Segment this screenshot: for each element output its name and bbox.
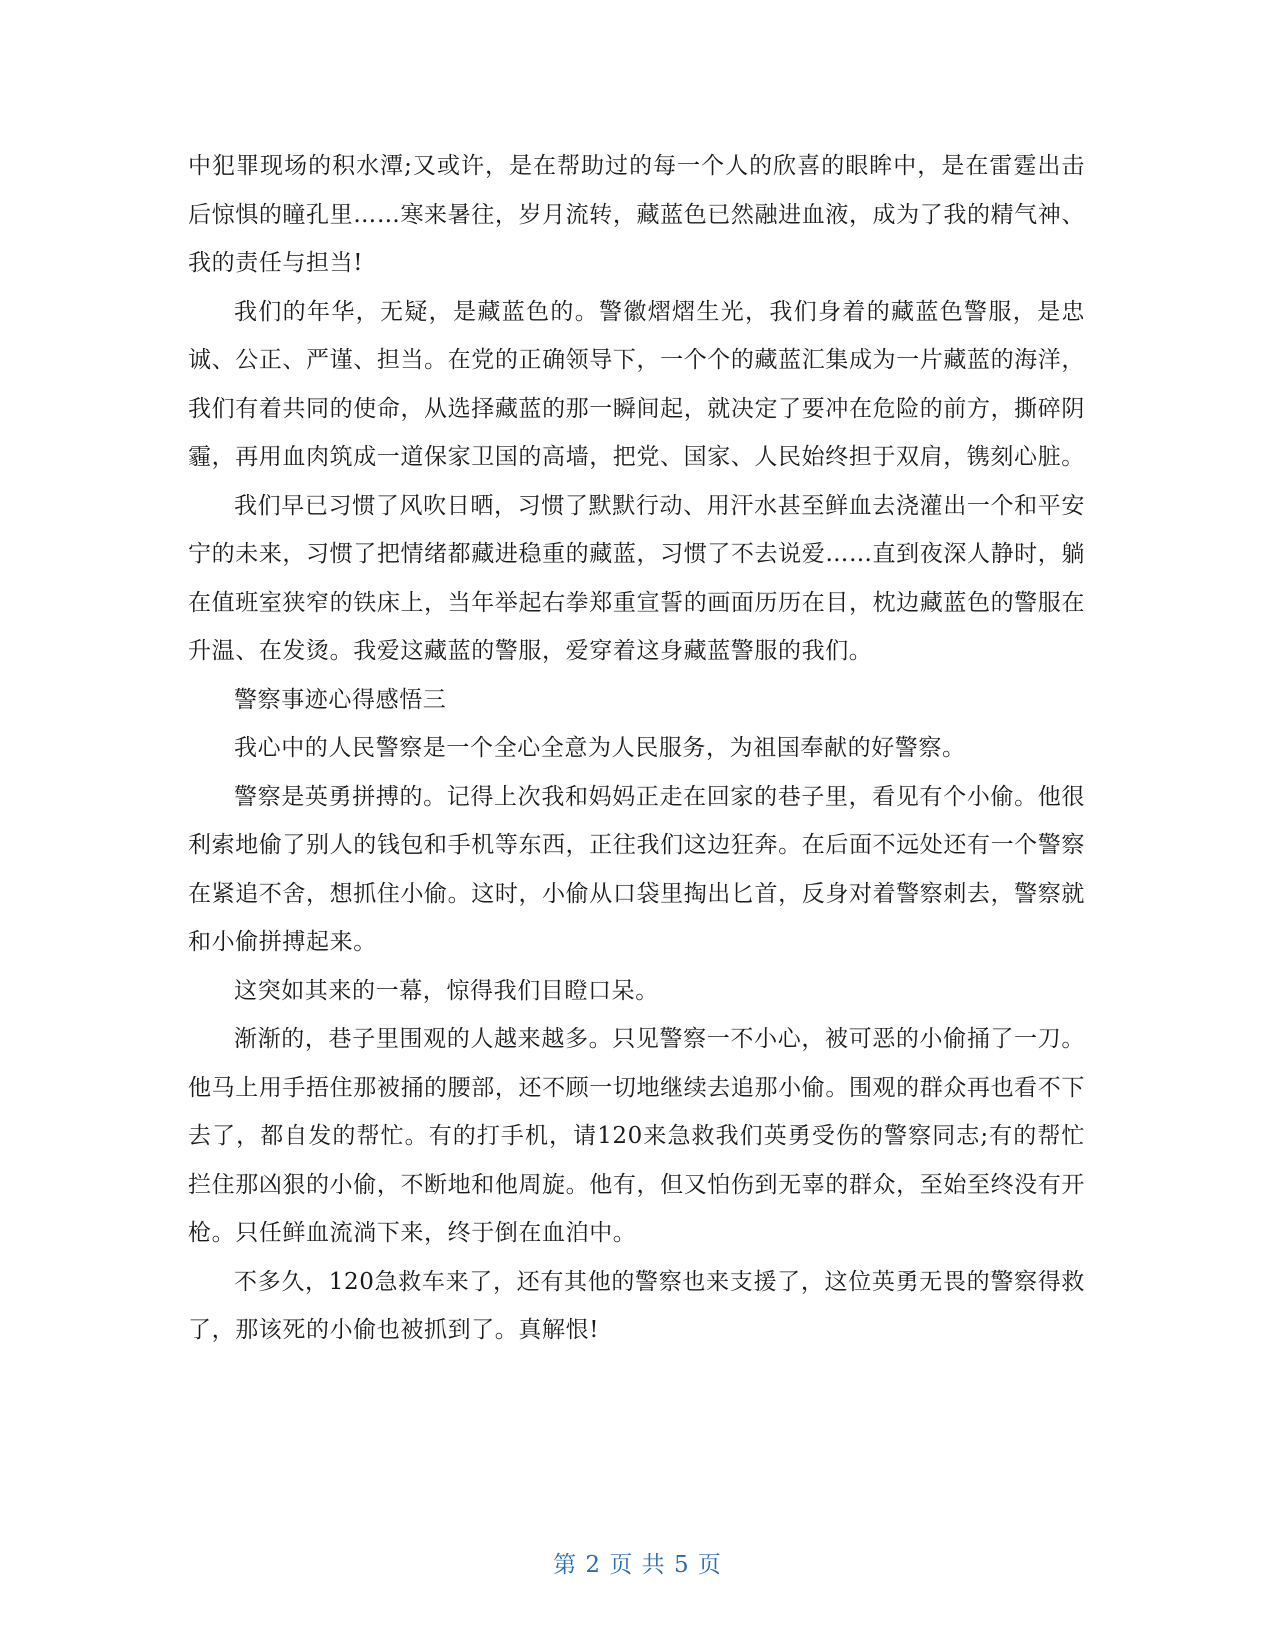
paragraph: 警察是英勇拼搏的。记得上次我和妈妈正走在回家的巷子里，看见有个小偷。他很利索地偷了别人的钱包和手机等东西，正往我们这边狂奔。在后面不远处还有一个警察在紧追不舍，想抓住小偷。这时，小偷从口袋里掏出匕首，反身对着警察刺去，警察就和小偷拼搏起来。	[188, 783, 1085, 955]
paragraph: 不多久，120急救车来了，还有其他的警察也来支援了，这位英勇无畏的警察得救了，那该死的小偷也被抓到了。真解恨!	[188, 1268, 1085, 1343]
paragraph: 我心中的人民警察是一个全心全意为人民服务，为祖国奉献的好警察。	[234, 735, 966, 761]
paragraph: 这突如其来的一幕，惊得我们目瞪口呆。	[234, 977, 659, 1004]
page-number-footer: 第 2 页 共 5 页	[553, 1552, 722, 1578]
paragraph: 我们早已习惯了风吹日晒，习惯了默默行动、用汗水甚至鲜血去浇灌出一个和平安宁的未来，习惯了把情绪都藏进稳重的藏蓝，习惯了不去说爱……直到夜深人静时，躺在值班室狭窄的铁床上，当年举起右拳郑重宣誓的画面历历在目，枕边藏蓝色的警服在升温、在发烫。我爱这藏蓝的警服，爱穿着这身藏蓝警服的我们。	[188, 492, 1085, 664]
paragraph: 渐渐的，巷子里围观的人越来越多。只见警察一不小心，被可恶的小偷捅了一刀。他马上用手捂住那被捅的腰部，还不顾一切地继续去追那小偷。围观的群众再也看不下去了，都自发的帮忙。有的打手机，请120来急救我们英勇受伤的警察同志;有的帮忙拦住那凶狠的小偷，不断地和他周旋。他有，但又怕伤到无辜的群众，至始至终没有开枪。只任鲜血流淌下来，终于倒在血泊中。	[188, 1026, 1085, 1246]
paragraph: 我们的年华，无疑，是藏蓝色的。警徽熠熠生光，我们身着的藏蓝色警服，是忠诚、公正、严谨、担当。在党的正确领导下，一个个的藏蓝汇集成为一片藏蓝的海洋，我们有着共同的使命，从选择藏蓝的那一瞬间起，就决定了要冲在危险的前方，撕碎阴霾，再用血肉筑成一道保家卫国的高墙，把党、国家、人民始终担于双肩，镌刻心脏。	[188, 298, 1085, 470]
section-heading: 警察事迹心得感悟三	[234, 686, 447, 713]
paragraph: 中犯罪现场的积水潭;又或许，是在帮助过的每一个人的欣喜的眼眸中，是在雷霆出击后惊惧的瞳孔里……寒来暑往，岁月流转，藏蓝色已然融进血液，成为了我的精气神、我的责任与担当!	[188, 153, 1085, 276]
document-body	[188, 142, 1085, 1355]
